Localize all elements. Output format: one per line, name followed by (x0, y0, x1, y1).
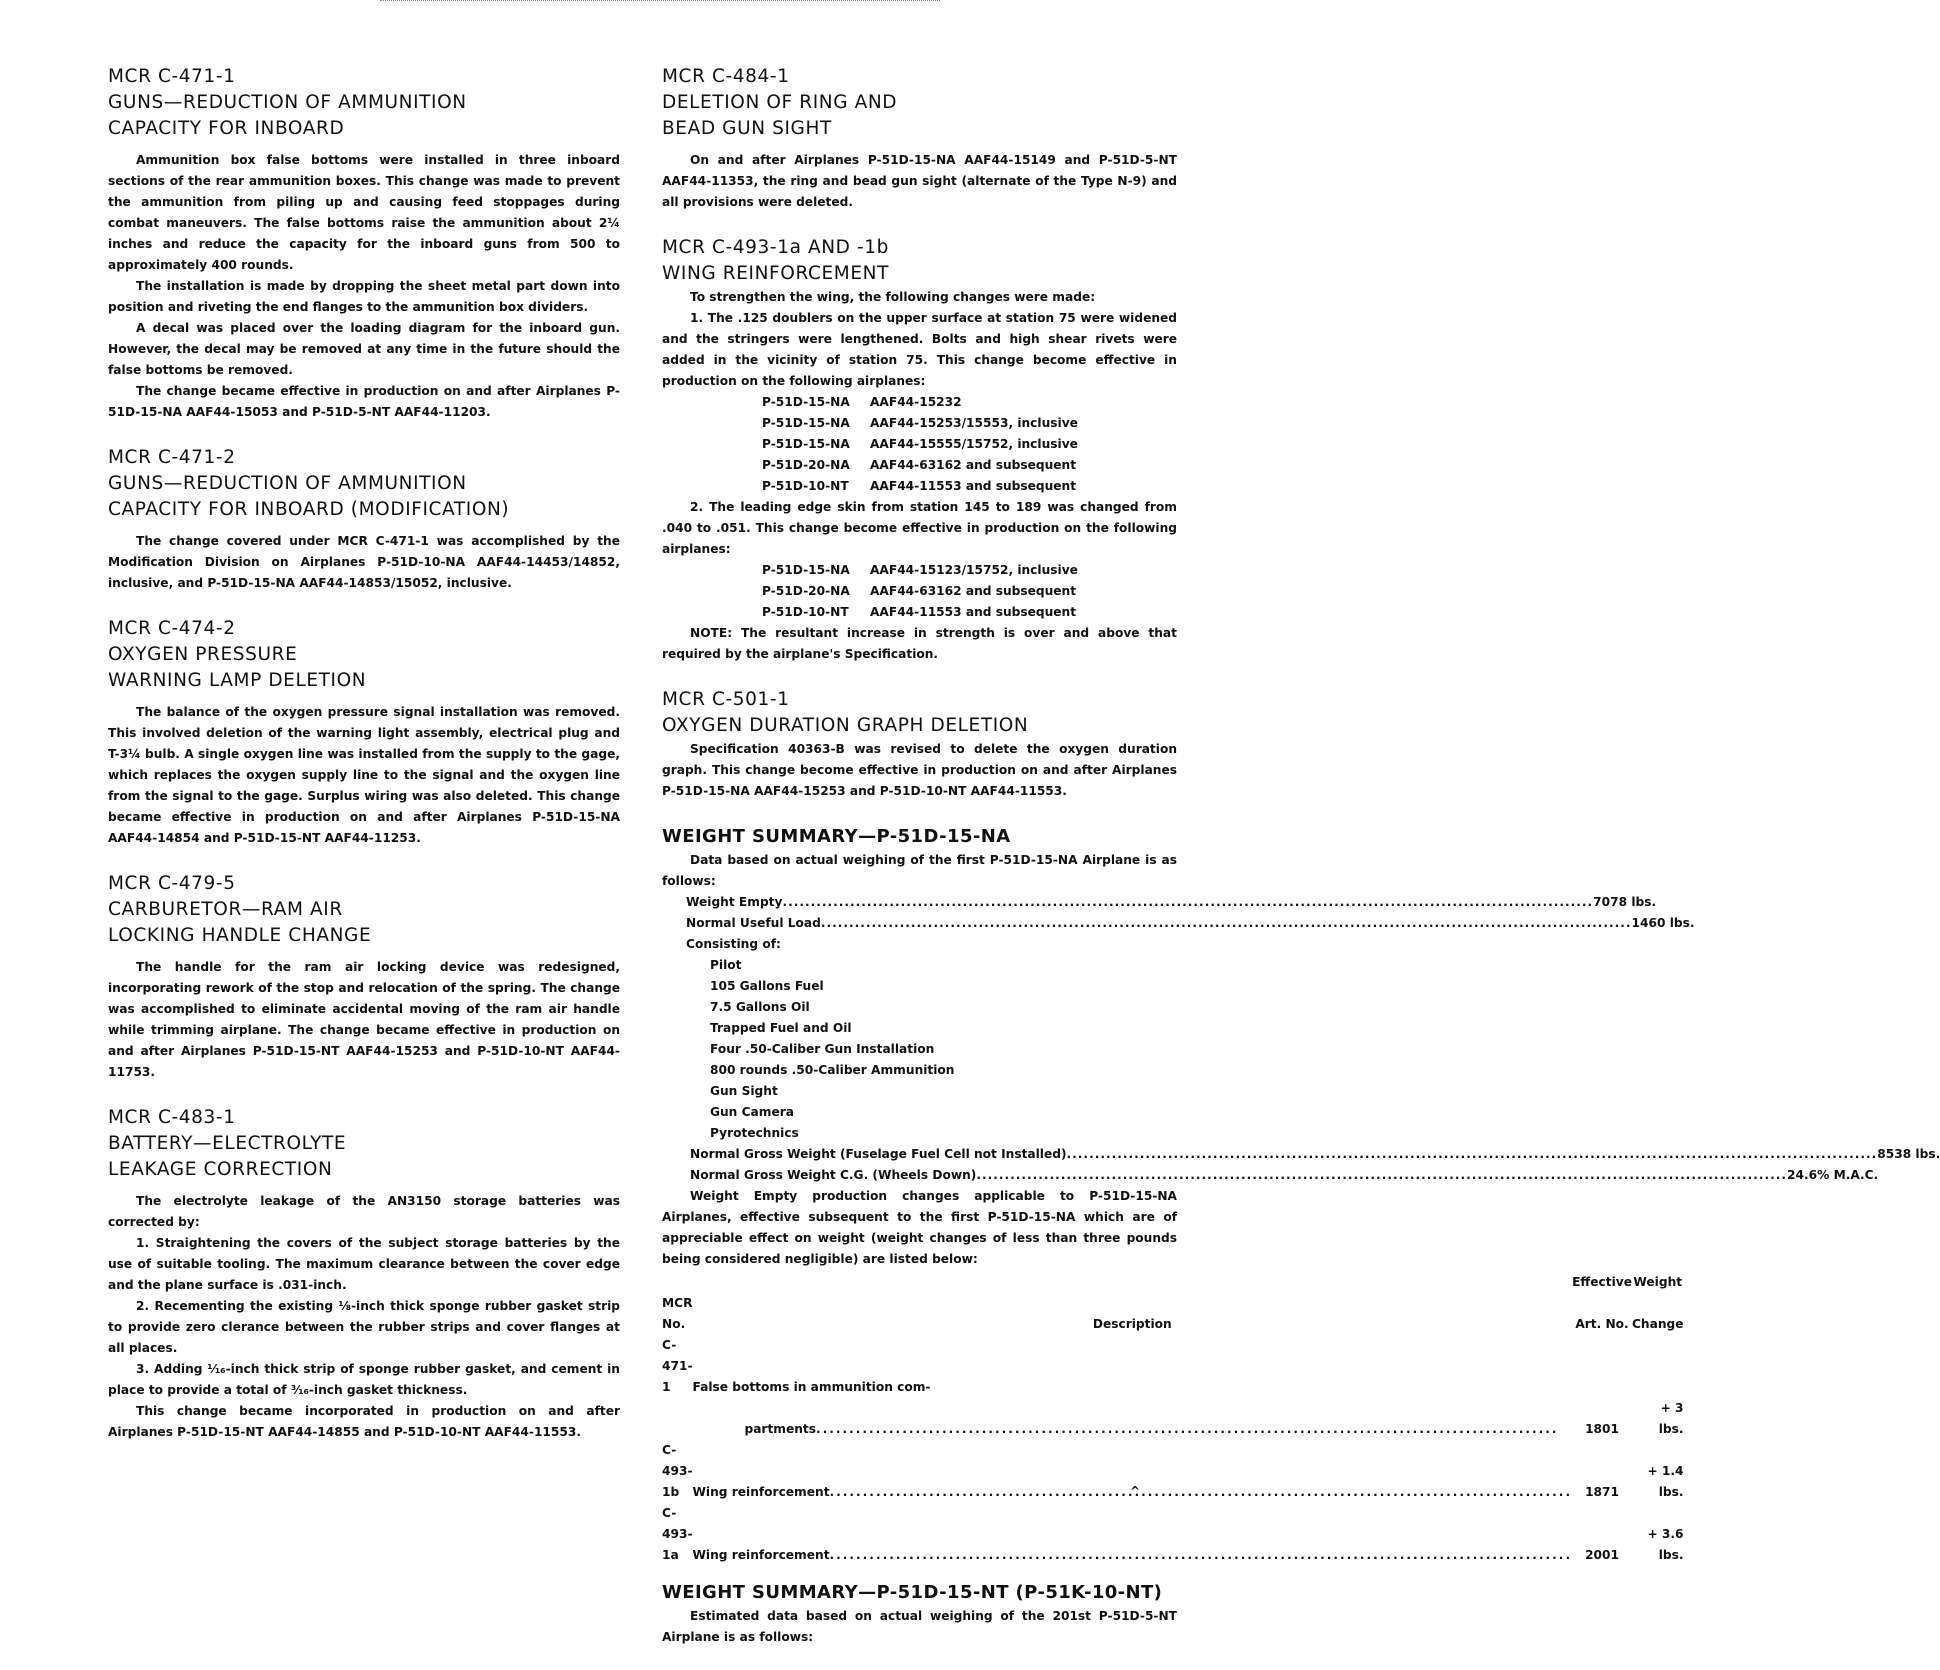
paragraph: Weight Empty production changes applicable to P-51D-15-NA Airplanes, effective subsequent to the first P-51D-15-NA which are of appreciable effect on weight (weight changes of less than three pounds being considered negligible) are listed below: (662, 1189, 1177, 1266)
section-title-line: CARBURETOR—RAM AIR (108, 899, 343, 920)
paragraph: 2. The leading edge skin from station 145 to 189 was changed from .040 to .051. This change become effective in production on the following airplanes: (662, 500, 1177, 556)
airplane-list (762, 392, 1177, 497)
load-item: 7.5 Gallons Oil (710, 1000, 810, 1014)
section-weight-summary-15-nt (662, 1580, 1177, 1648)
list-item: P-51D-20-NA AAF44-63162 and subsequent (762, 584, 1077, 598)
section-title-line: CAPACITY FOR INBOARD (108, 118, 345, 139)
section-title-line: WARNING LAMP DELETION (108, 670, 367, 691)
paragraph: Specification 40363-B was revised to delete the oxygen duration graph. This change become effective in production on and after Airplanes P-51D-15-NA AAF44-15253 and P-51D-10-NT AAF44-11553. (662, 742, 1177, 798)
top-scan-edge (380, 0, 940, 2)
section-number: MCR C-483-1 (108, 1107, 236, 1128)
paragraph: The handle for the ram air locking device was redesigned, incorporating rework of the stop and relocation of the spring. The change was accomplished to eliminate accidental moving of the ram air handle while trimming airplane. The change became effective in production on and after Airplanes P-51D-15-NT AAF44-15253 and P-51D-10-NT AAF44-11753. (108, 960, 620, 1079)
paragraph: The installation is made by dropping the sheet metal part down into position and riveting the end flanges to the ammunition box dividers. (108, 279, 620, 314)
caret-mark: ^ (1130, 1484, 1141, 1498)
table-header (662, 1293, 1684, 1335)
section-title-line: BATTERY—ELECTROLYTE (108, 1133, 347, 1154)
paragraph: The change covered under MCR C-471-1 was accomplished by the Modification Division on Airplanes P-51D-10-NA AAF44-14453/14852, inclusive, and P-51D-15-NA AAF44-14853/15052, inclusive. (108, 534, 620, 590)
consisting-label: Consisting of: (686, 937, 781, 951)
header-cell: Art. No. (1575, 1317, 1629, 1331)
list-item: P-51D-15-NA AAF44-15555/15752, inclusive (762, 437, 1078, 451)
paragraph: Data based on actual weighing of the first P-51D-15-NA Airplane is as follows: (662, 853, 1177, 888)
load-item: Four .50-Caliber Gun Installation (710, 1042, 935, 1056)
table-header-top (662, 1272, 1684, 1293)
section-number: MCR C-471-2 (108, 447, 236, 468)
load-item: 105 Gallons Fuel (710, 979, 824, 993)
list-item: P-51D-15-NA AAF44-15253/15553, inclusive (762, 416, 1078, 430)
load-item: Gun Sight (710, 1084, 778, 1098)
header-cell: Change (1631, 1317, 1684, 1331)
section-number: MCR C-474-2 (108, 618, 236, 639)
section-title-line: OXYGEN PRESSURE (108, 644, 298, 665)
paragraph: The change became effective in production on and after Airplanes P-51D-15-NA AAF44-15053 and P-51D-5-NT AAF44-11203. (108, 384, 620, 419)
section-mcr-c-479-5 (108, 871, 620, 1083)
paragraph: A decal was placed over the loading diagram for the inboard gun. However, the decal may be removed at any time in the future should the false bottoms be removed. (108, 321, 620, 377)
section-mcr-c-501-1 (662, 687, 1177, 802)
left-column (108, 64, 620, 1465)
load-item: Gun Camera (710, 1105, 794, 1119)
table-row: C-493-1a Wing reinforcement ..... 2001 + 3.6 lbs. (662, 1503, 1684, 1566)
load-item: Trapped Fuel and Oil (710, 1021, 852, 1035)
paragraph: On and after Airplanes P-51D-15-NA AAF44-15149 and P-51D-5-NT AAF44-11353, the ring and bead gun sight (alternate of the Type N-9) and all provisions were deleted. (662, 153, 1177, 209)
paragraph: The electrolyte leakage of the AN3150 storage batteries was corrected by: (108, 1194, 620, 1229)
paragraph: The balance of the oxygen pressure signal installation was removed. This involved deletion of the warning light assembly, electrical plug and T-3¼ bulb. A single oxygen line was installed from the supply to the gage, which replaces the oxygen supply line to the signal and the oxygen line from the signal to the gage. Surplus wiring was also deleted. This change became effective in production on and after Airplanes P-51D-15-NA AAF44-14854 and P-51D-15-NT AAF44-11253. (108, 705, 620, 845)
note-paragraph: NOTE: The resultant increase in strength is over and above that required by the airplane's Specification. (662, 626, 1177, 661)
paragraph: This change became incorporated in production on and after Airplanes P-51D-15-NT AAF44-14855 and P-51D-10-NT AAF44-11553. (108, 1404, 620, 1439)
paragraph: 3. Adding ⅟₁₆-inch thick strip of sponge rubber gasket, and cement in place to provide a total of ³⁄₁₆-inch gasket thickness. (108, 1362, 620, 1397)
section-title: WEIGHT SUMMARY—P-51D-15-NT (P-51K-10-NT) (662, 1582, 1163, 1603)
list-item: P-51D-15-NA AAF44-15123/15752, inclusive (762, 563, 1078, 577)
section-title: WEIGHT SUMMARY—P-51D-15-NA (662, 826, 1011, 847)
weight-change-table (662, 1272, 1684, 1566)
section-mcr-c-483-1 (108, 1105, 620, 1443)
section-number: MCR C-493-1a AND -1b (662, 237, 889, 258)
section-title-line: LOCKING HANDLE CHANGE (108, 925, 372, 946)
list-item: P-51D-15-NA AAF44-15232 (762, 395, 962, 409)
section-mcr-c-493 (662, 235, 1177, 665)
header-cell: Weight (1633, 1275, 1683, 1289)
section-mcr-c-484-1 (662, 64, 1177, 213)
paragraph: Ammunition box false bottoms were installed in three inboard sections of the rear ammunition boxes. This change was made to prevent the ammunition from piling up and causing feed stoppages during combat maneuvers. The false bottoms raise the ammunition about 2¼ inches and reduce the capacity for the inboard guns from 500 to approximately 400 rounds. (108, 153, 620, 272)
section-weight-summary-15-na (662, 824, 1940, 1566)
paragraph: To strengthen the wing, the following changes were made: (690, 290, 1096, 304)
section-title-line: WING REINFORCEMENT (662, 263, 889, 284)
gross-weight-row: Normal Gross Weight (Fuselage Fuel Cell not Installed) ..... 8538 lbs. (690, 1144, 1177, 1165)
airplane-list (762, 560, 1177, 623)
section-number: MCR C-501-1 (662, 689, 790, 710)
section-number: MCR C-484-1 (662, 66, 790, 87)
useful-load-row: Normal Useful Load ..... 1460 lbs. (686, 913, 1177, 934)
section-title-line: GUNS—REDUCTION OF AMMUNITION (108, 92, 467, 113)
section-title-line: CAPACITY FOR INBOARD (MODIFICATION) (108, 499, 510, 520)
header-cell: MCR No. (662, 1296, 693, 1331)
section-title-line: GUNS—REDUCTION OF AMMUNITION (108, 473, 467, 494)
header-cell: Effective (1572, 1275, 1632, 1289)
section-mcr-c-471-2 (108, 445, 620, 594)
section-title-line: OXYGEN DURATION GRAPH DELETION (662, 715, 1029, 736)
paragraph: Estimated data based on actual weighing of the 201st P-51D-5-NT Airplane is as follows: (662, 1609, 1177, 1644)
load-item: Pilot (710, 958, 742, 972)
section-mcr-c-471-1 (108, 64, 620, 423)
list-item: P-51D-20-NA AAF44-63162 and subsequent (762, 458, 1077, 472)
weight-empty-row: Weight Empty ..... 7078 lbs. (686, 892, 1177, 913)
list-item: P-51D-10-NT AAF44-11553 and subsequent (762, 605, 1077, 619)
table-row: partments ..... 1801 + 3 lbs. (662, 1398, 1684, 1440)
right-column (662, 64, 1940, 1670)
paragraph: 1. Straightening the covers of the subject storage batteries by the use of suitable tooling. The maximum clearance between the cover edge and the plane surface is .031-inch. (108, 1236, 620, 1292)
load-item: Pyrotechnics (710, 1126, 799, 1140)
list-item: P-51D-10-NT AAF44-11553 and subsequent (762, 479, 1077, 493)
section-title-line: DELETION OF RING AND (662, 92, 898, 113)
section-mcr-c-474-2 (108, 616, 620, 849)
table-row: C-471-1 False bottoms in ammunition com- (662, 1338, 931, 1394)
paragraph: 2. Recementing the existing ⅛-inch thick sponge rubber gasket strip to provide zero clerance between the rubber strips and cover flanges at all places. (108, 1299, 620, 1355)
table-row: C-493-1b Wing reinforcement ..... 1871 + 1.4 lbs. (662, 1440, 1684, 1503)
section-title-line: BEAD GUN SIGHT (662, 118, 832, 139)
header-cell: Description (1092, 1317, 1172, 1331)
load-item: 800 rounds .50-Caliber Ammunition (710, 1063, 955, 1077)
section-number: MCR C-471-1 (108, 66, 236, 87)
section-title-line: LEAKAGE CORRECTION (108, 1159, 333, 1180)
cg-row: Normal Gross Weight C.G. (Wheels Down) ..... 24.6% M.A.C. (690, 1165, 1177, 1186)
paragraph: 1. The .125 doublers on the upper surface at station 75 were widened and the stringers were lengthened. Bolts and high shear rivets were added in the vicinity of station 75. This change become effective in production on the following airplanes: (662, 311, 1177, 388)
section-number: MCR C-479-5 (108, 873, 236, 894)
